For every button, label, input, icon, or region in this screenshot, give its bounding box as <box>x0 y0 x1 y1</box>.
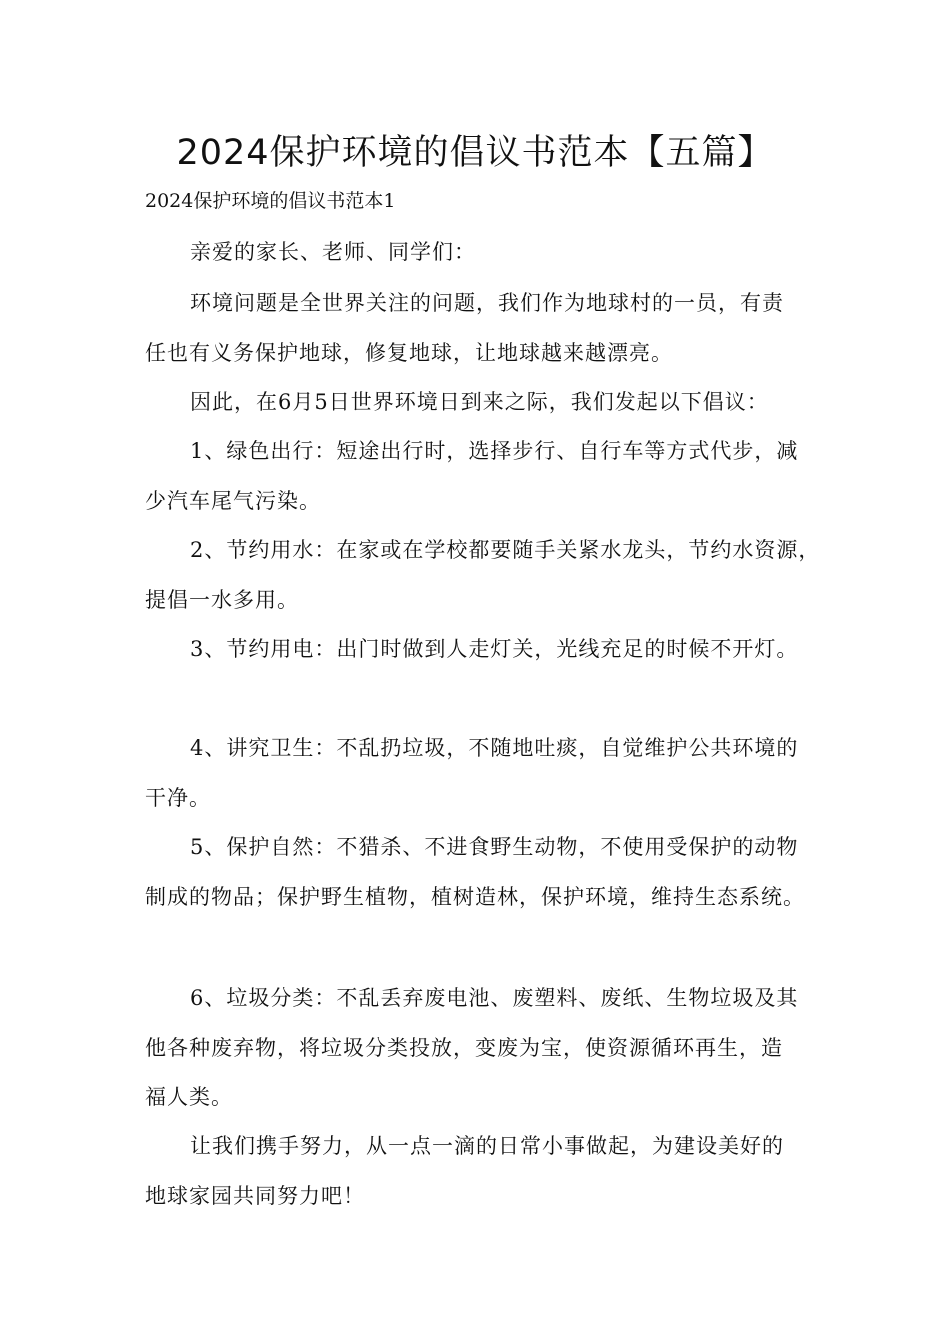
paragraph-line: 任也有义务保护地球，修复地球，让地球越来越漂亮。 <box>145 341 673 365</box>
document-title: 2024保护环境的倡议书范本【五篇】 <box>176 133 774 173</box>
paragraph-line: 他各种废弃物，将垃圾分类投放，变废为宝，使资源循环再生，造 <box>145 1036 783 1060</box>
paragraph-line: 2、节约用水：在家或在学校都要随手关紧水龙头，节约水资源， <box>190 538 821 562</box>
paragraph-line: 福人类。 <box>145 1085 233 1109</box>
paragraph-line: 4、讲究卫生：不乱扔垃圾，不随地吐痰，自觉维护公共环境的 <box>190 736 799 760</box>
paragraph-line: 3、节约用电：出门时做到人走灯关，光线充足的时候不开灯。 <box>190 637 799 661</box>
section-heading: 2024保护环境的倡议书范本1 <box>145 190 396 212</box>
paragraph-line: 地球家园共同努力吧！ <box>145 1184 365 1208</box>
paragraph-line: 6、垃圾分类：不乱丢弃废电池、废塑料、废纸、生物垃圾及其 <box>190 986 799 1010</box>
paragraph-line: 少汽车尾气污染。 <box>145 489 321 513</box>
paragraph-line: 环境问题是全世界关注的问题，我们作为地球村的一员，有责 <box>190 291 784 315</box>
paragraph-line: 1、绿色出行：短途出行时，选择步行、自行车等方式代步，减 <box>190 439 799 463</box>
paragraph-line: 让我们携手努力，从一点一滴的日常小事做起，为建设美好的 <box>190 1134 784 1158</box>
paragraph-line: 干净。 <box>145 786 211 810</box>
paragraph-line: 制成的物品；保护野生植物，植树造林，保护环境，维持生态系统。 <box>145 885 805 909</box>
paragraph-line: 提倡一水多用。 <box>145 588 299 612</box>
paragraph-line: 因此，在6月5日世界环境日到来之际，我们发起以下倡议： <box>190 390 769 414</box>
greeting: 亲爱的家长、老师、同学们： <box>190 240 476 264</box>
paragraph-line: 5、保护自然：不猎杀、不进食野生动物，不使用受保护的动物 <box>190 835 799 859</box>
